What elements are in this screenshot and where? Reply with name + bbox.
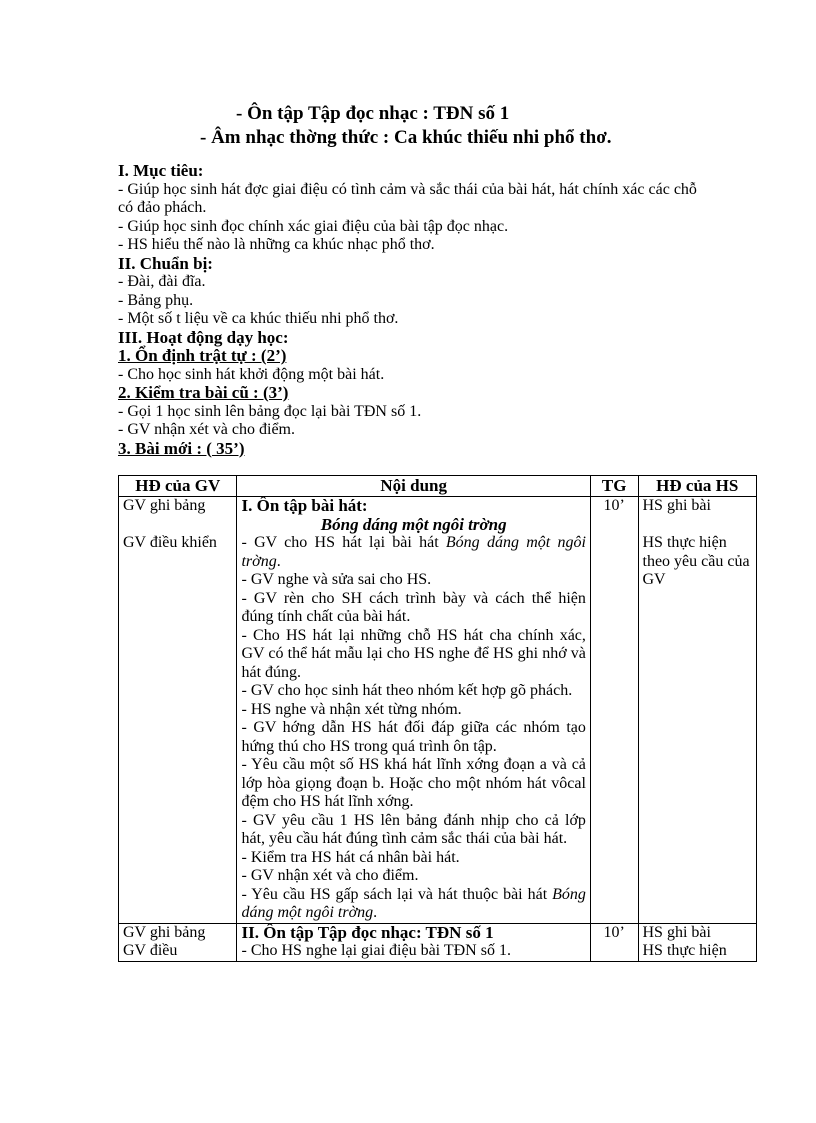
heading-chuan-bi: II. Chuẩn bị: bbox=[118, 253, 213, 273]
content-cell bbox=[237, 497, 590, 924]
chuan-bi-line: - Một số t liệu về ca khúc thiếu nhi phổ thơ. bbox=[118, 310, 399, 327]
content-item: - GV cho học sinh hát theo nhóm kết hợp gõ phách. bbox=[241, 682, 573, 699]
table-row bbox=[119, 923, 757, 961]
content-item: - GV nghe và sửa sai cho HS. bbox=[241, 571, 432, 588]
content-item: - GV nhận xét và cho điểm. bbox=[241, 867, 419, 884]
column-header: HĐ của GV bbox=[119, 476, 237, 497]
content-item: - Kiểm tra HS hát cá nhân bài hát. bbox=[241, 848, 460, 866]
on-dinh-line: - Cho học sinh hát khởi động một bài hát. bbox=[118, 365, 385, 383]
kiem-tra-line: - Gọi 1 học sinh lên bảng đọc lại bài TĐN số 1. bbox=[118, 402, 422, 420]
chuan-bi-line: - Đài, đài đĩa. bbox=[118, 273, 206, 290]
gv-activity: GV ghi bảng bbox=[123, 497, 206, 514]
content-item: - GV hớng dẫn HS hát đối đáp giữa các nhóm tạo hứng thú cho HS trong quá trình ôn tập. bbox=[241, 719, 586, 755]
chuan-bi-line: - Bảng phụ. bbox=[118, 291, 194, 309]
content-item: - Cho HS nghe lại giai điệu bài TĐN số 1. bbox=[241, 942, 511, 959]
hs-cell bbox=[638, 923, 757, 961]
gv-activity: GV điều bbox=[123, 942, 178, 959]
column-header: HĐ của HS bbox=[638, 476, 757, 497]
lesson-body bbox=[118, 162, 698, 458]
hs-cell bbox=[638, 497, 757, 924]
content-item: - GV cho HS hát lại bài hát Bóng dáng một ngôi trờng. bbox=[241, 534, 586, 570]
gv-cell bbox=[119, 923, 237, 961]
content-item: - Yêu cầu một số HS khá hát lĩnh xớng đoạn a và cả lớp hòa giọng đoạn b. Hoặc cho một nhóm hát vôcal đệm cho HS hát lĩnh xớng. bbox=[241, 756, 586, 810]
section-title: II. Ôn tập Tập đọc nhạc: TĐN số 1 bbox=[241, 922, 494, 942]
gv-activity: GV điều khiển bbox=[123, 534, 217, 551]
title-line-1: - Ôn tập Tập đọc nhạc : TĐN số 1 bbox=[236, 103, 510, 124]
song-title: Bóng dáng một ngôi trờng bbox=[320, 514, 507, 534]
hs-activity: HS thực hiện theo yêu cầu của GV bbox=[642, 534, 750, 588]
table-row bbox=[119, 497, 757, 924]
table-header-row bbox=[119, 476, 757, 497]
time-cell: 10’ bbox=[590, 497, 638, 924]
heading-kiem-tra: 2. Kiểm tra bài cũ : (3’) bbox=[118, 383, 289, 402]
section-title: I. Ôn tập bài hát: bbox=[241, 496, 368, 515]
heading-muc-tieu: I. Mục tiêu: bbox=[118, 161, 204, 180]
heading-on-dinh: 1. Ổn định trật tự : (2’) bbox=[118, 346, 287, 365]
column-header: Nội dung bbox=[237, 476, 590, 497]
time-cell: 10’ bbox=[590, 923, 638, 961]
title-line-2: - Âm nhạc thờng thức : Ca khúc thiếu nhi phổ thơ. bbox=[200, 127, 612, 148]
muc-tieu-line: - HS hiểu thế nào là những ca khúc nhạc phổ thơ. bbox=[118, 236, 435, 253]
heading-hoat-dong: III. Hoạt động dạy học: bbox=[118, 327, 289, 347]
hs-activity: HS ghi bài bbox=[642, 497, 711, 514]
content-item: - Yêu cầu HS gấp sách lại và hát thuộc bài hát Bóng dáng một ngôi trờng. bbox=[241, 885, 586, 921]
gv-activity: GV ghi bảng bbox=[123, 923, 206, 941]
content-item: - GV rèn cho SH cách trình bày và cách thể hiện đúng tính chất của bài hát. bbox=[241, 589, 586, 625]
heading-bai-moi: 3. Bài mới : ( 35’) bbox=[118, 438, 245, 458]
column-header: TG bbox=[590, 476, 638, 497]
lesson-table bbox=[118, 475, 757, 962]
content-item: - HS nghe và nhận xét từng nhóm. bbox=[241, 700, 462, 718]
kiem-tra-line: - GV nhận xét và cho điểm. bbox=[118, 421, 295, 438]
content-cell bbox=[237, 923, 590, 961]
muc-tieu-line: - Giúp học sinh hát đợc giai điệu có tình cảm và sắc thái của bài hát, hát chính xác các chỗ có đảo phách. bbox=[118, 180, 697, 216]
content-item: - Cho HS hát lại những chỗ HS hát cha chính xác, GV có thể hát mẫu lại cho HS nghe để HS ghi nhớ và hát đúng. bbox=[241, 626, 586, 681]
content-item: - GV yêu cầu 1 HS lên bảng đánh nhịp cho cả lớp hát, yêu cầu hát đúng tình cảm sắc thái của bài hát. bbox=[241, 811, 586, 847]
gv-cell bbox=[119, 497, 237, 924]
hs-activity: HS thực hiện bbox=[642, 942, 727, 959]
muc-tieu-line: - Giúp học sinh đọc chính xác giai điệu của bài tập đọc nhạc. bbox=[118, 217, 509, 235]
hs-activity: HS ghi bài bbox=[642, 923, 711, 941]
